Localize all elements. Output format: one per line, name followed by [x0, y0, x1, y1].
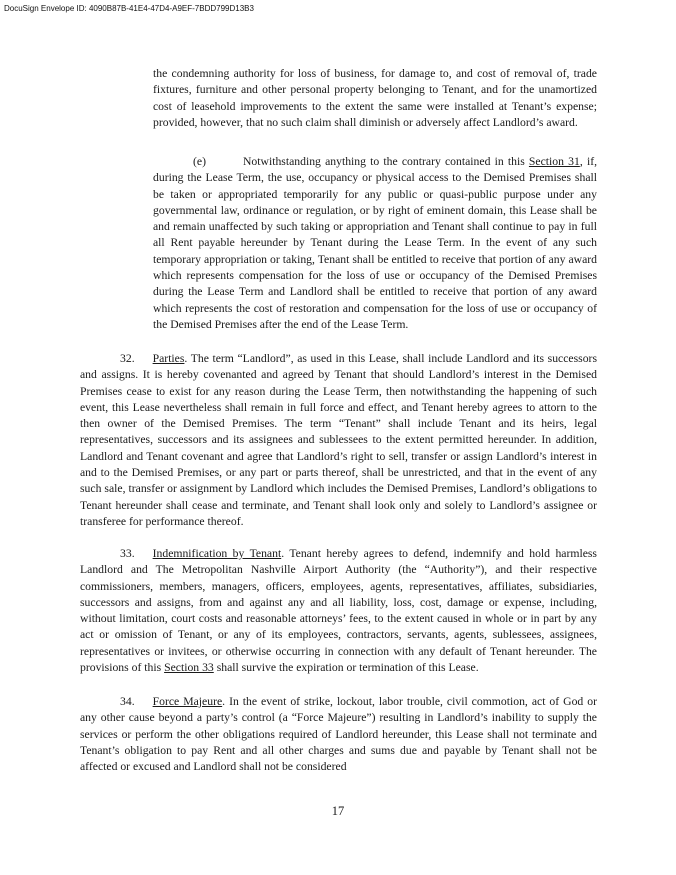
- page-number: 17: [331, 804, 345, 818]
- paragraph-continuation: the condemning authority for loss of business, for damage to, and cost of removal of, trade fixtures, furniture and other personal property belonging to Tenant, and for the unamortized cost of leasehold improvements to the extent the same were installed at Tenant’s expense; provided, however, that no such claim shall diminish or adversely affect Landlord’s award.: [153, 67, 597, 129]
- section-33-text-a: . Tenant hereby agrees to defend, indemnify and hold harmless Landlord and The Metropolitan Nashville Airport Authority (the “Authority”), and their respective commissioners, members, managers, officers, employees, agents, representatives, affiliates, subsidiaries, successors and assigns, from and against any and all liability, loss, cost, damage or expense, including, without limitation, court costs and reasonable attorneys’ fees, to the extent caused in whole or in part by any act or omission of Tenant, or any of its employees, contractors, servants, agents, sublessees, assignees, representatives or invitees, or otherwise occurring in connection with any default of Tenant hereunder. The provisions of this: [80, 547, 597, 675]
- section-34-heading: Force Majeure: [152, 695, 223, 708]
- section-34-text: . In the event of strike, lockout, labor trouble, civil commotion, act of God or any other cause beyond a party’s control (a “Force Majeure”) resulting in Landlord’s inability to supply the services or perform the other obligations required of Landlord hereunder, this Lease shall not terminate and Tenant’s obligation to pay Rent and all other charges and sums due and payable by Tenant shall not be affected or excused and Landlord shall not be considered: [80, 695, 597, 774]
- docusign-envelope-id: DocuSign Envelope ID: 4090B87B-41E4-47D4-A9EF-7BDD799D13B3: [4, 4, 254, 13]
- section-33-text-b: shall survive the expiration or termination of this Lease.: [213, 661, 479, 675]
- section-34-force-majeure: [80, 694, 597, 775]
- section-32-parties: [80, 351, 597, 530]
- paragraph-e: [153, 154, 597, 333]
- section-32-text: . The term “Landlord”, as used in this Lease, shall include Landlord and its successors and assigns. It is hereby covenanted and agreed by Tenant that should Landlord’s interest in the Demised Premises cease to exist for any reason during the Lease Term, then notwithstanding the happening of such event, this Lease nevertheless shall remain in full force and effect, and Tenant hereby agrees to attorn to the then owner of the Demised Premises. The term “Tenant” shall include Tenant and its heirs, legal representatives, successors and its assignees and sublessees to the extent permitted hereunder. In addition, Landlord and Tenant covenant and agree that Landlord’s right to sell, transfer or assign Landlord’s interest in and to the Demised Premises, or any part or parts thereof, shall be unrestricted, and that in the event of any such sale, transfer or assignment by Landlord which includes the Demised Premises, Landlord’s obligations to Tenant hereunder shall cease and terminate, and Tenant shall look only and solely to Landlord’s assignee or transferee for performance thereof.: [80, 352, 597, 528]
- section-33-reference: Section 33: [164, 661, 214, 675]
- paragraph-e-label: (e): [193, 155, 206, 168]
- paragraph-e-text-a: Notwithstanding anything to the contrary contained in this: [242, 155, 529, 168]
- section-33-number: 33.: [120, 547, 135, 560]
- section-33-heading: Indemnification by Tenant: [152, 547, 282, 560]
- section-31-reference: Section 31: [528, 155, 580, 168]
- section-33-indemnification: [80, 546, 597, 676]
- section-32-heading: Parties: [152, 352, 185, 365]
- section-34-number: 34.: [120, 695, 135, 708]
- section-32-number: 32.: [120, 352, 135, 365]
- paragraph-e-text-b: , if, during the Lease Term, the use, occupancy or physical access to the Demised Premises shall be taken or appropriated temporarily for any public or quasi-public purpose under any governmental law, ordinance or regulation, or by right of eminent domain, this Lease shall be and remain unaffected by such taking or appropriation and Tenant shall continue to pay in full all Rent payable hereunder by Tenant during the Lease Term. In the event of any such temporary appropriation or taking, Tenant shall be entitled to receive that portion of any award which represents compensation for the loss of use or occupancy of the Demised Premises during the Lease Term and Landlord shall be entitled to receive that portion of any award which represents the cost of restoration and compensation for the loss of use or occupancy of the Demised Premises after the end of the Lease Term.: [153, 155, 598, 331]
